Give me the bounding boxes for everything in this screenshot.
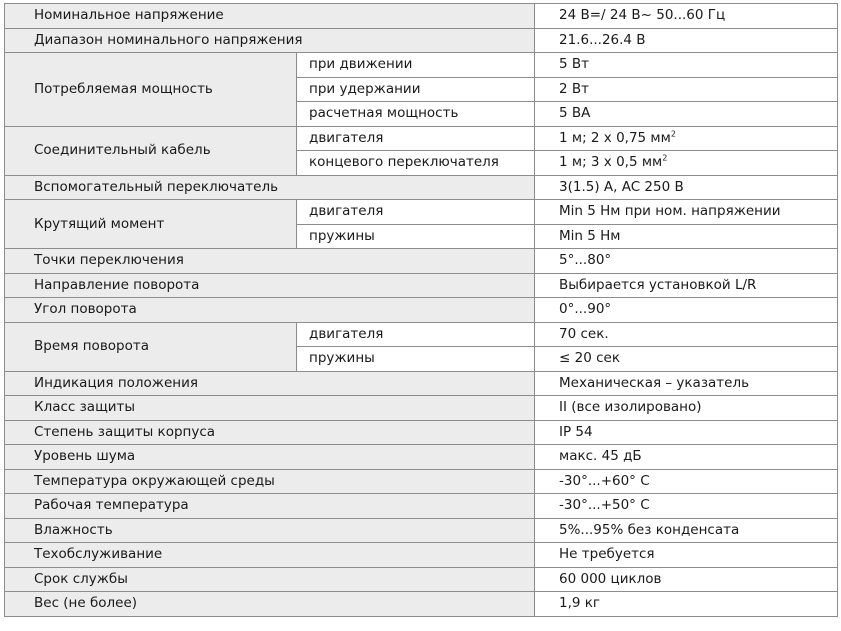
table-row (5, 4, 838, 29)
value-text: 1 м; 3 x 0,5 мм (559, 154, 663, 171)
specifications-table (4, 3, 838, 617)
parameter-name: Класс защиты (5, 396, 535, 421)
parameter-name: Уровень шума (5, 445, 535, 470)
table-row (5, 445, 838, 470)
value-text: 1 м; 2 x 0,75 мм (559, 129, 671, 146)
table-row (5, 469, 838, 494)
parameter-name: Вес (не более) (5, 592, 535, 617)
value-text: ≤ 20 сек (559, 350, 620, 367)
parameter-name: Срок службы (5, 567, 535, 592)
table-row (5, 273, 838, 298)
parameter-name: Время поворота (5, 322, 297, 371)
parameter-value: -30°...+50° С (535, 494, 838, 519)
table-row (5, 592, 838, 617)
parameter-name: Индикация положения (5, 371, 535, 396)
parameter-value: -30°...+60° С (535, 469, 838, 494)
parameter-value: макс. 45 дБ (535, 445, 838, 470)
parameter-name: Соединительный кабель (5, 126, 297, 175)
table-row (5, 396, 838, 421)
parameter-name: Вспомогательный переключатель (5, 175, 535, 200)
parameter-value (535, 53, 838, 78)
parameter-subtype: при удержании (297, 77, 535, 102)
parameter-name: Рабочая температура (5, 494, 535, 519)
parameter-value (535, 322, 838, 347)
table-row (5, 28, 838, 53)
parameter-name: Угол поворота (5, 298, 535, 323)
parameter-name: Влажность (5, 518, 535, 543)
parameter-value: 3(1.5) А, AC 250 В (535, 175, 838, 200)
value-text: Min 5 Нм (559, 227, 621, 244)
parameter-subtype: пружины (297, 224, 535, 249)
parameter-value: 1,9 кг (535, 592, 838, 617)
parameter-value: 5°...80° (535, 249, 838, 274)
value-text: 5 ВА (559, 105, 591, 122)
value-text: Min 5 Нм при ном. напряжении (559, 203, 781, 220)
parameter-value (535, 126, 838, 151)
parameter-subtype: концевого переключателя (297, 151, 535, 176)
parameter-value: Не требуется (535, 543, 838, 568)
parameter-value: 0°...90° (535, 298, 838, 323)
parameter-name: Точки переключения (5, 249, 535, 274)
unit-superscript: 2 (670, 129, 676, 139)
parameter-name: Направление поворота (5, 273, 535, 298)
table-row (5, 249, 838, 274)
parameter-subtype: двигателя (297, 126, 535, 151)
parameter-value (535, 77, 838, 102)
parameter-subtype: расчетная мощность (297, 102, 535, 127)
table-row (5, 298, 838, 323)
parameter-name: Потребляемая мощность (5, 53, 297, 127)
parameter-value (535, 151, 838, 176)
table-row (5, 420, 838, 445)
parameter-subtype: пружины (297, 347, 535, 372)
parameter-value (535, 200, 838, 225)
parameter-value: 21.6...26.4 В (535, 28, 838, 53)
table-row (5, 518, 838, 543)
parameter-value (535, 347, 838, 372)
parameter-subtype: двигателя (297, 200, 535, 225)
parameter-value: 60 000 циклов (535, 567, 838, 592)
parameter-name: Техобслуживание (5, 543, 535, 568)
value-text: 70 сек. (559, 325, 609, 342)
table-row (5, 175, 838, 200)
table-row (5, 567, 838, 592)
table-row (5, 200, 838, 225)
value-text: 2 Вт (559, 80, 590, 97)
table-row (5, 371, 838, 396)
parameter-value (535, 102, 838, 127)
parameter-subtype: двигателя (297, 322, 535, 347)
parameter-value: Выбирается установкой L/R (535, 273, 838, 298)
parameter-name: Диапазон номинального напряжения (5, 28, 535, 53)
parameter-value: 24 В=/ 24 В~ 50...60 Гц (535, 4, 838, 29)
table-row (5, 322, 838, 347)
parameter-value (535, 224, 838, 249)
table-row (5, 494, 838, 519)
parameter-value: 5%...95% без конденсата (535, 518, 838, 543)
parameter-name: Крутящий момент (5, 200, 297, 249)
unit-superscript: 2 (662, 153, 668, 163)
parameter-name: Номинальное напряжение (5, 4, 535, 29)
parameter-name: Степень защиты корпуса (5, 420, 535, 445)
table-row (5, 126, 838, 151)
table-row (5, 53, 838, 78)
table-row (5, 543, 838, 568)
parameter-value: Механическая – указатель (535, 371, 838, 396)
parameter-name: Температура окружающей среды (5, 469, 535, 494)
value-text: 5 Вт (559, 56, 590, 73)
parameter-subtype: при движении (297, 53, 535, 78)
parameter-value: II (все изолировано) (535, 396, 838, 421)
parameter-value: IP 54 (535, 420, 838, 445)
